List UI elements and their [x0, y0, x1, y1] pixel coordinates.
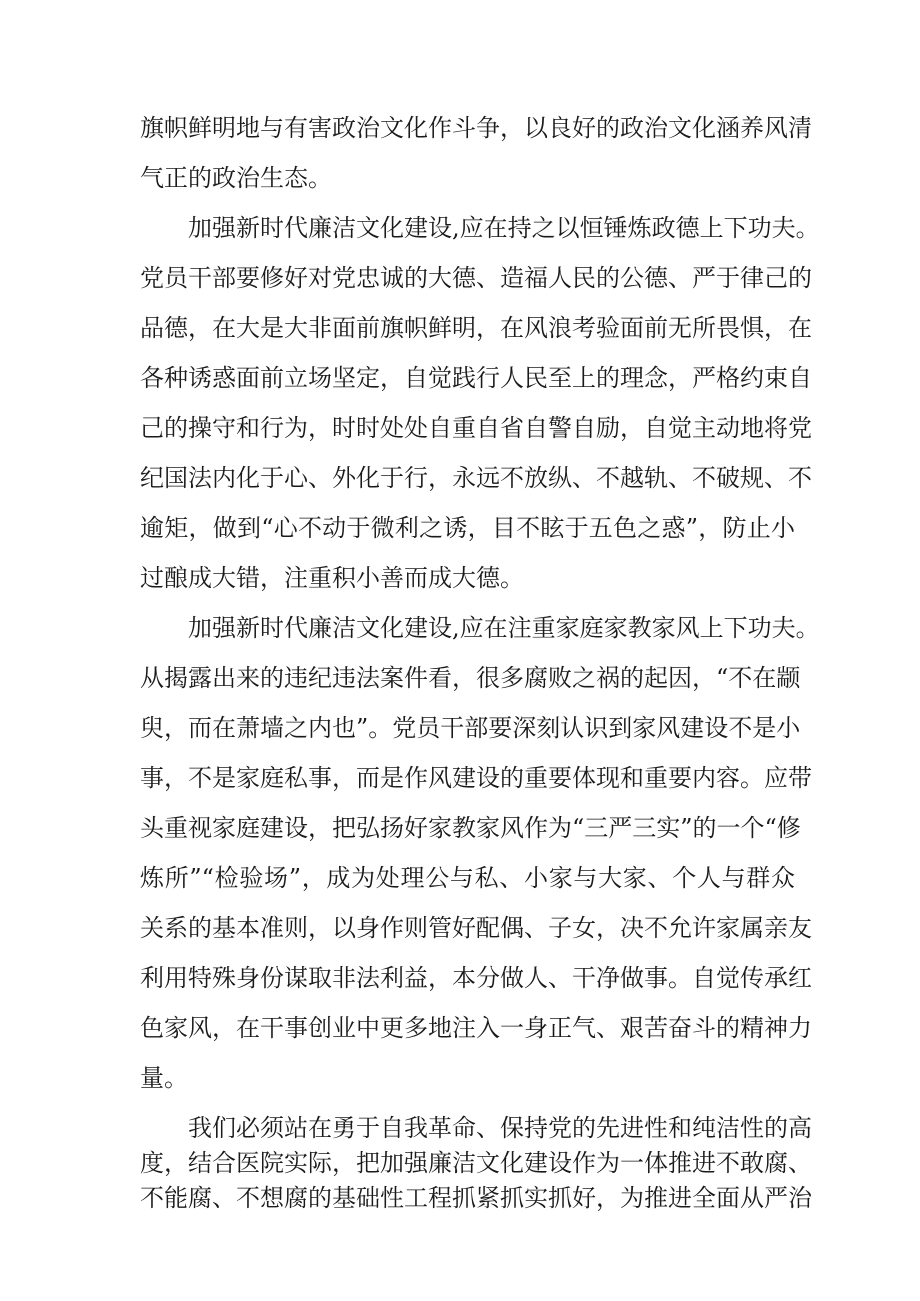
- paragraph-1-line-2: 气正的政治生态。: [140, 164, 332, 192]
- paragraph-4-line-3: 不能腐、不想腐的基础性工程抓紧抓实抓好，为推进全面从严治: [140, 1184, 812, 1212]
- paragraph-3-line-9: 色家风，在干事创业中更多地注入一身正气、艰苦奋斗的精神力: [140, 1014, 812, 1042]
- paragraph-4-line-1: 我们必须站在勇于自我革命、保持党的先进性和纯洁性的高: [188, 1114, 812, 1142]
- paragraph-2-line-7: 逾矩，做到“心不动于微利之诱，目不眩于五色之惑”，防止小: [140, 514, 795, 542]
- paragraph-4-line-2: 度，结合医院实际，把加强廉洁文化建设作为一体推进不敢腐、: [140, 1149, 812, 1177]
- paragraph-2-line-5: 己的操守和行为，时时处处自重自省自警自励，自觉主动地将党: [140, 414, 812, 442]
- paragraph-3-line-5: 头重视家庭建设，把弘扬好家教家风作为“三严三实”的一个“修: [140, 814, 801, 842]
- paragraph-3-line-6: 炼所”“检验场”，成为处理公与私、小家与大家、个人与群众: [140, 864, 795, 892]
- paragraph-3-line-7: 关系的基本准则，以身作则管好配偶、子女，决不允许家属亲友: [140, 914, 812, 942]
- paragraph-3-line-1: 加强新时代廉洁文化建设,应在注重家庭家教家风上下功夫。: [188, 614, 820, 642]
- paragraph-2-line-6: 纪国法内化于心、外化于行，永远不放纵、不越轨、不破规、不: [140, 464, 812, 492]
- paragraph-3-line-4: 事，不是家庭私事，而是作风建设的重要体现和重要内容。应带: [140, 764, 812, 792]
- paragraph-1-line-1: 旗帜鲜明地与有害政治文化作斗争，以良好的政治文化涵养风清: [140, 114, 812, 142]
- paragraph-3-line-3: 臾，而在萧墙之内也”。党员干部要深刻认识到家风建设不是小: [140, 714, 801, 742]
- paragraph-3-line-8: 利用特殊身份谋取非法利益，本分做人、干净做事。自觉传承红: [140, 964, 812, 992]
- paragraph-2-line-4: 各种诱惑面前立场坚定，自觉践行人民至上的理念，严格约束自: [140, 364, 812, 392]
- paragraph-2-line-1: 加强新时代廉洁文化建设,应在持之以恒锤炼政德上下功夫。: [188, 214, 820, 242]
- paragraph-3-line-10: 量。: [140, 1064, 188, 1092]
- paragraph-2-line-2: 党员干部要修好对党忠诚的大德、造福人民的公德、严于律己的: [140, 264, 812, 292]
- paragraph-2-line-8: 过酿成大错，注重积小善而成大德。: [140, 564, 524, 592]
- paragraph-2-line-3: 品德，在大是大非面前旗帜鲜明，在风浪考验面前无所畏惧，在: [140, 314, 812, 342]
- paragraph-3-line-2: 从揭露出来的违纪违法案件看，很多腐败之祸的起因，“不在颛: [140, 664, 801, 692]
